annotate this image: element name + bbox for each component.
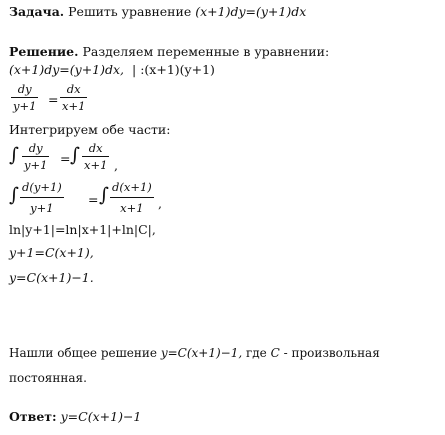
solution-intro: Разделяем переменные в уравнении: — [82, 44, 330, 59]
problem-equation: (x+1)dy=(y+1)dx — [195, 4, 307, 19]
int1-equals: = — [60, 151, 71, 166]
int1-right-bar — [82, 156, 109, 157]
frac1-right-den: x+1 — [62, 99, 86, 113]
general-solution-line2: постоянная. — [9, 371, 87, 385]
general-text3: - произвольная — [283, 346, 380, 360]
int2-right-den: x+1 — [120, 201, 144, 215]
int1-comma: , — [114, 158, 118, 173]
solution-label: Решение. — [9, 44, 79, 59]
frac1-left-bar — [11, 97, 38, 98]
int2-left-bar — [20, 197, 64, 198]
step1-divide: | :(x+1)(y+1) — [132, 62, 215, 77]
int1-left-num: dy — [28, 141, 43, 155]
frac1-right-num: dx — [66, 82, 81, 96]
frac1-left — [11, 82, 38, 113]
frac1-right-bar — [60, 97, 87, 98]
solution-line-b: y=C(x+1)−1. — [9, 270, 94, 285]
int2-left-num: d(y+1) — [22, 180, 62, 194]
problem-label: Задача. — [9, 4, 65, 19]
integral-sign-icon: ∫ — [9, 184, 19, 206]
answer-line — [9, 409, 141, 425]
general-solution-line — [9, 345, 380, 361]
frac1-left-den: y+1 — [13, 99, 37, 113]
step1-line — [9, 62, 215, 78]
log-line: ln|y+1|=ln|x+1|+ln|C|, — [9, 222, 156, 237]
step1-equation: (x+1)dy=(y+1)dx, — [9, 62, 125, 77]
problem-line — [9, 4, 306, 20]
general-const: C — [270, 346, 280, 360]
solution-intro-line — [9, 44, 329, 60]
answer-label: Ответ: — [9, 409, 57, 424]
int2-right-num: d(x+1) — [112, 180, 152, 194]
integral-sign-icon: ∫ — [99, 184, 109, 206]
integral-sign-icon: ∫ — [70, 144, 80, 166]
general-text1: Нашли общее решение — [9, 346, 157, 360]
int2-left — [20, 180, 64, 215]
int2-right — [110, 180, 154, 215]
answer-formula: y=C(x+1)−1 — [60, 409, 142, 424]
int2-equals: = — [88, 192, 99, 207]
int2-right-bar — [110, 197, 154, 198]
int1-left — [22, 141, 49, 172]
integrate-line: Интегрируем обе части: — [9, 122, 171, 137]
int2-left-den: y+1 — [30, 201, 54, 215]
int1-left-bar — [22, 156, 49, 157]
int2-comma: , — [158, 196, 162, 211]
int1-right — [82, 141, 109, 172]
frac1-left-num: dy — [17, 82, 32, 96]
solution-line-a: y+1=C(x+1), — [9, 245, 94, 260]
problem-text: Решить уравнение — [68, 4, 192, 19]
integral-sign-icon: ∫ — [9, 144, 19, 166]
general-text2: где — [245, 346, 267, 360]
int1-right-num: dx — [88, 141, 103, 155]
int1-right-den: x+1 — [84, 158, 108, 172]
general-formula: y=C(x+1)−1, — [160, 346, 243, 360]
int1-left-den: y+1 — [24, 158, 48, 172]
frac1-equals: = — [48, 92, 59, 107]
frac1-right — [60, 82, 87, 113]
